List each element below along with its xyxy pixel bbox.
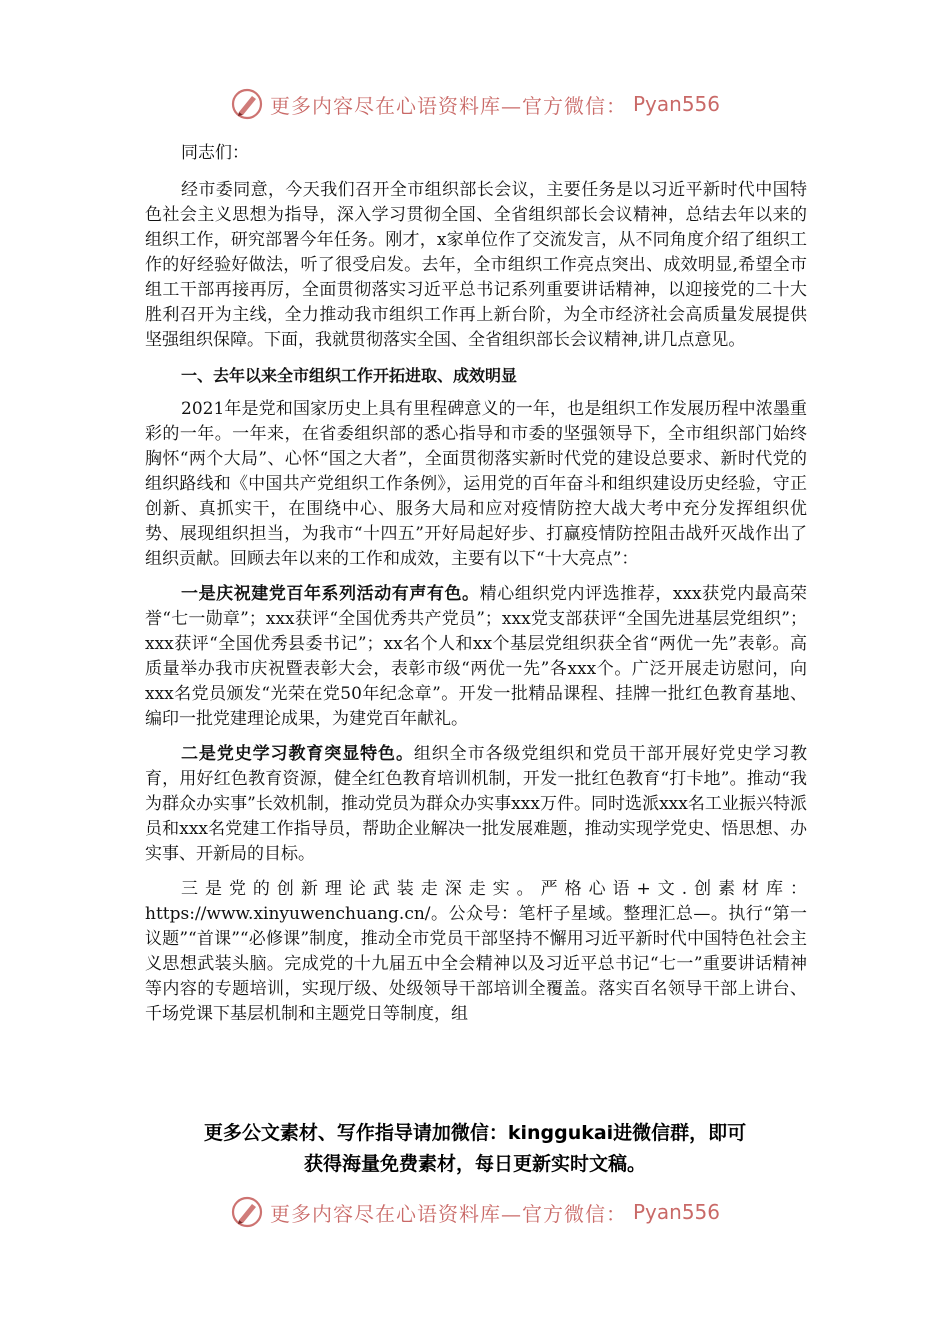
highlight-item-2-lead: 二是党史学习教育突显特色。 bbox=[181, 744, 414, 764]
section-paragraph: 2021年是党和国家历史上具有里程碑意义的一年，也是组织工作发展历程中浓墨重彩的一年。一年来，在省委组织部的悉心指导和市委的坚强领导下，全市组织部门始终胸怀“两个大局”、心怀“国之大者”，全面贯彻落实新时代党的建设总要求、新时代党的组织路线和《中国共产党组织工作条例》，运用党的百年奋斗和组织建设历史经验，守正创新、真抓实干，在围绕中心、服务大局和应对疫情防控大战大考中充分发挥组织优势、展现组织担当，为我市“十四五”开好局起好步、打赢疫情防控阻击战歼灭战作出了组织贡献。回顾去年以来的工作和成效，主要有以下“十大亮点”： bbox=[145, 399, 807, 569]
section-heading: 一、去年以来全市组织工作开拓进取、成效明显 bbox=[181, 366, 518, 385]
promo-banner bbox=[0, 1118, 950, 1180]
highlight-item-3: 三是党的创新理论武装走深走实。严格心语+文.创素材库：https://www.xinyuwenchuang.cn/。公众号：笔杆子星域。整理汇总—。执行“第一议题”“首课”“必修课”制度，推动全市党员干部坚持不懈用习近平新时代中国特色社会主义思想武装头脑。完成党的十九届五中全会精神以及习近平总书记“七一”重要讲话精神等内容的专题培训，实现厅级、处级领导干部培训全覆盖。落实百名领导干部上讲台、千场党课下基层机制和主题党日等制度，组 bbox=[145, 879, 807, 1024]
watermark-wechat-id: Pyan556 bbox=[632, 92, 720, 116]
greeting: 同志们： bbox=[181, 143, 249, 163]
intro-paragraph: 经市委同意，今天我们召开全市组织部长会议，主要任务是以习近平新时代中国特色社会主义思想为指导，深入学习贯彻全国、全省组织部长会议精神，总结去年以来的组织工作，研究部署今年任务。刚才，x家单位作了交流发言，从不同角度介绍了组织工作的好经验好做法，听了很受启发。去年，全市组织工作亮点突出、成效明显,希望全市组工干部再接再厉，全面贯彻落实习近平总书记系列重要讲话精神，以迎接党的二十大胜利召开为主线，全力推动我市组织工作再上新台阶，为全市经济社会高质量发展提供坚强组织保障。下面，我就贯彻落实全国、全省组织部长会议精神,讲几点意见。 bbox=[145, 180, 807, 350]
watermark-wechat-id: Pyan556 bbox=[632, 1200, 720, 1224]
highlight-item-1 bbox=[145, 582, 807, 732]
watermark-text: 更多内容尽在心语资料库—官方微信： bbox=[269, 1201, 627, 1226]
watermark-text: 更多内容尽在心语资料库—官方微信： bbox=[269, 93, 627, 118]
promo-line-1: 更多公文素材、写作指导请加微信：kinggukai进微信群，即可 bbox=[203, 1122, 747, 1144]
highlight-item-2 bbox=[145, 742, 807, 867]
pen-logo-icon bbox=[230, 87, 264, 121]
watermark-header bbox=[0, 84, 950, 124]
watermark-footer bbox=[0, 1192, 950, 1232]
promo-line-2: 获得海量免费素材，每日更新实时文稿。 bbox=[303, 1153, 646, 1175]
pen-logo-icon bbox=[230, 1195, 264, 1229]
document-body bbox=[145, 140, 807, 1037]
highlight-item-1-lead: 一是庆祝建党百年系列活动有声有色。 bbox=[181, 584, 480, 604]
highlight-item-1-body: 精心组织党内评选推荐，xxx获党内最高荣誉“七一勋章”；xxx获评“全国优秀共产党员”；xxx党支部获评“全国先进基层党组织”；xxx获评“全国优秀县委书记”；xx名个人和xx个基层党组织获全省“两优一先”表彰。高质量举办我市庆祝暨表彰大会，表彰市级“两优一先”各xxx个。广泛开展走访慰问，向xxx名党员颁发“光荣在党50年纪念章”。开发一批精品课程、挂牌一批红色教育基地、编印一批党建理论成果，为建党百年献礼。 bbox=[145, 584, 808, 729]
highlight-item-2-body: 组织全市各级党组织和党员干部开展好党史学习教育，用好红色教育资源，健全红色教育培训机制，开发一批红色教育“打卡地”。推动“我为群众办实事”长效机制，推动党员为群众办实事xxx万件。同时选派xxx名工业振兴特派员和xxx名党建工作指导员，帮助企业解决一批发展难题，推动实现学党史、悟思想、办实事、开新局的目标。 bbox=[145, 744, 808, 864]
